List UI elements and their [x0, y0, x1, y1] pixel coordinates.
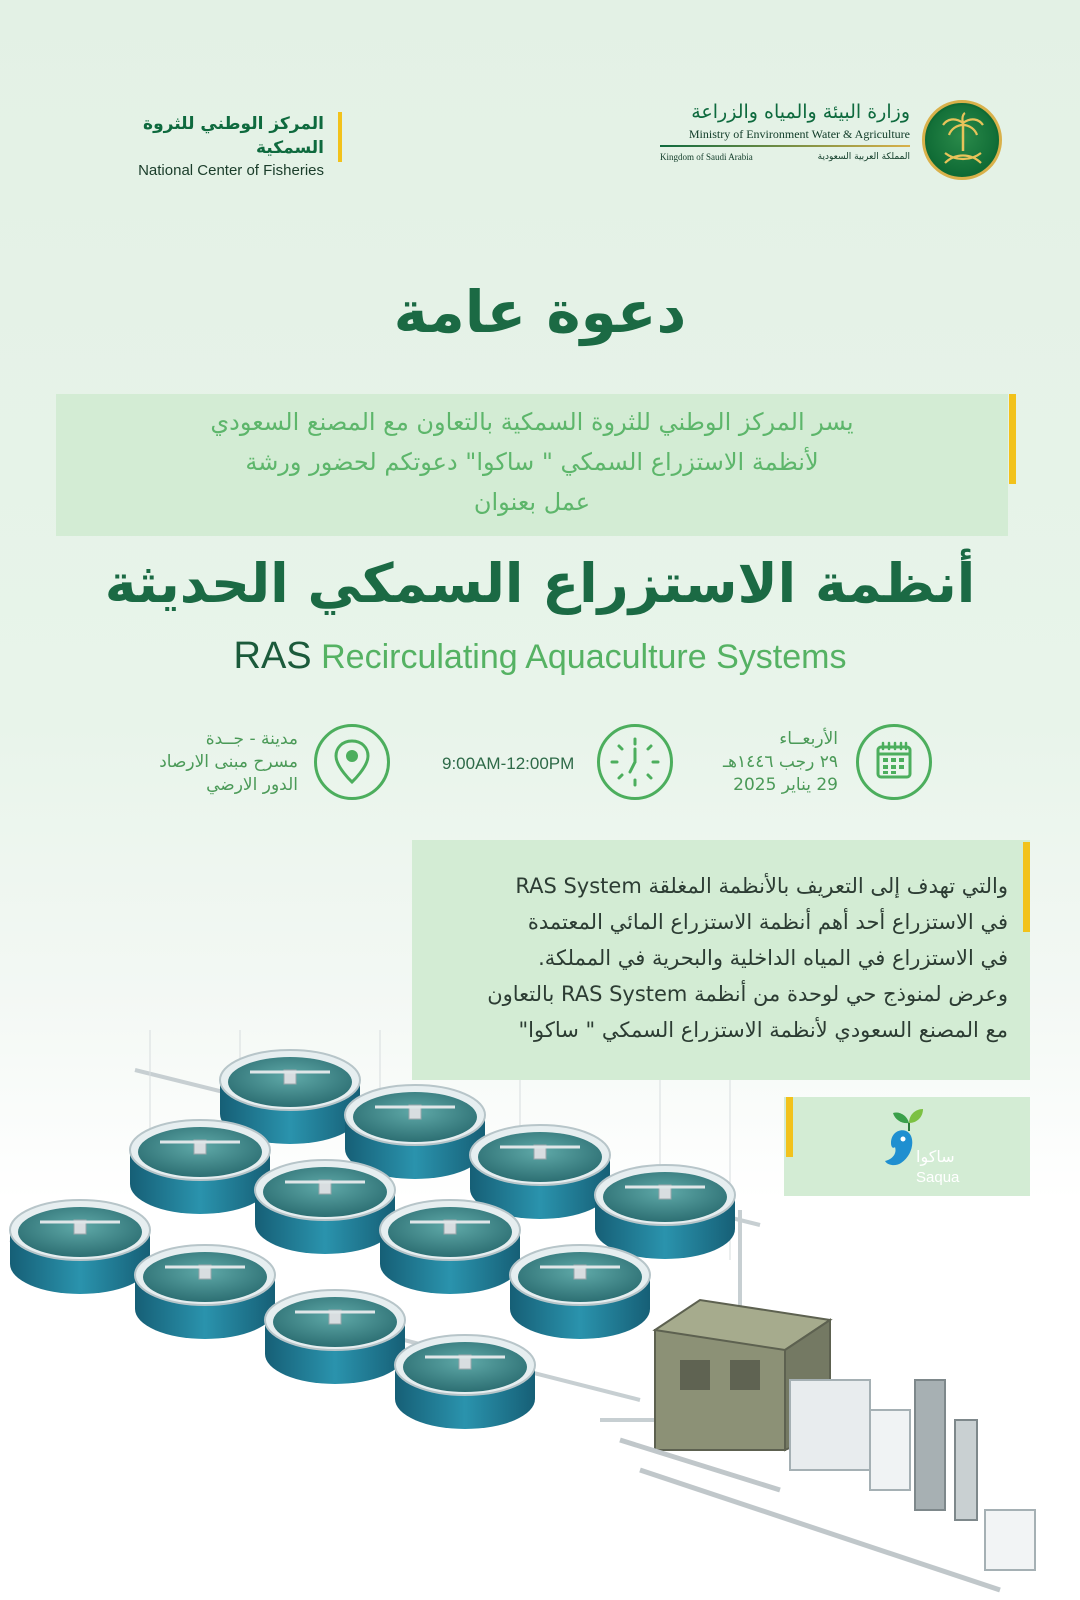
ministry-divider — [660, 145, 910, 147]
date-hijri: ٢٩ رجب ١٤٤٦هـ — [723, 752, 838, 772]
date-day: الأربعــاء — [779, 729, 838, 749]
kingdom-name-en: Kingdom of Saudi Arabia — [660, 152, 753, 162]
intro-line-1: يسر المركز الوطني للثروة السمكية بالتعاون مع المصنع السعودي — [210, 408, 854, 436]
date-text — [690, 728, 838, 797]
workshop-abbr: RAS — [233, 635, 312, 677]
description-text — [422, 868, 1008, 1048]
fisheries-center-logo — [70, 112, 342, 179]
intro-text — [56, 402, 1008, 522]
location-venue: مسرح مبنى الارصاد — [159, 752, 298, 772]
intro-box — [56, 394, 1008, 536]
ministry-text — [660, 98, 910, 164]
saqua-logo-box — [784, 1097, 1030, 1196]
saudi-emblem-icon — [922, 100, 1002, 180]
description-line-3: في الاستزراع في المياه الداخلية والبحرية في المملكة. — [538, 946, 1008, 970]
description-accent-bar — [1023, 842, 1030, 932]
description-line-1: والتي تهدف إلى التعريف بالأنظمة المغلقة RAS System — [515, 874, 1008, 898]
kingdom-name-ar: المملكة العربية السعودية — [817, 152, 910, 162]
kingdom-row — [660, 150, 910, 164]
intro-accent-bar — [1009, 394, 1016, 484]
time-text: 9:00AM-12:00PM — [442, 754, 575, 773]
ministry-name-en: Ministry of Environment Water & Agriculture — [688, 127, 910, 141]
clock-icon — [597, 724, 673, 800]
page-title: دعوة عامة — [393, 278, 687, 346]
location-city: مدينة - جــدة — [205, 729, 298, 749]
description-line-5: مع المصنع السعودي لأنظمة الاستزراع السمكي " ساكوا" — [518, 1018, 1008, 1042]
location-floor: الدور الارضي — [206, 775, 298, 795]
intro-line-2: لأنظمة الاستزراع السمكي " ساكوا" دعوتكم لحضور ورشة — [245, 448, 819, 476]
workshop-title-ar: أنظمة الاستزراع السمكي الحديثة — [104, 552, 976, 615]
ministry-logo — [662, 98, 1002, 184]
intro-line-3: عمل بعنوان — [473, 488, 591, 516]
fisheries-name-ar: المركز الوطني للثروة السمكية — [143, 114, 324, 158]
workshop-full-name: Recirculating Aquaculture Systems — [321, 638, 847, 676]
saqua-accent-bar — [786, 1097, 793, 1157]
workshop-title-en — [0, 634, 1080, 679]
ministry-name-ar: وزارة البيئة والمياه والزراعة — [691, 101, 910, 123]
description-line-2: في الاستزراع أحد أهم أنظمة الاستزراع المائي المعتمدة — [527, 910, 1008, 934]
fisheries-name-en: National Center of Fisheries — [138, 162, 324, 179]
location-text — [130, 728, 298, 797]
saqua-name-ar: ساكوا — [916, 1147, 955, 1166]
saqua-name-en: Saqua — [916, 1169, 960, 1186]
description-line-4: وعرض لمنوذج حي لوحدة من أنظمة RAS System بالتعاون — [487, 982, 1008, 1006]
location-pin-icon — [314, 724, 390, 800]
calendar-icon — [856, 724, 932, 800]
description-box — [412, 840, 1030, 1080]
date-gregorian: 29 يناير 2025 — [733, 775, 838, 795]
